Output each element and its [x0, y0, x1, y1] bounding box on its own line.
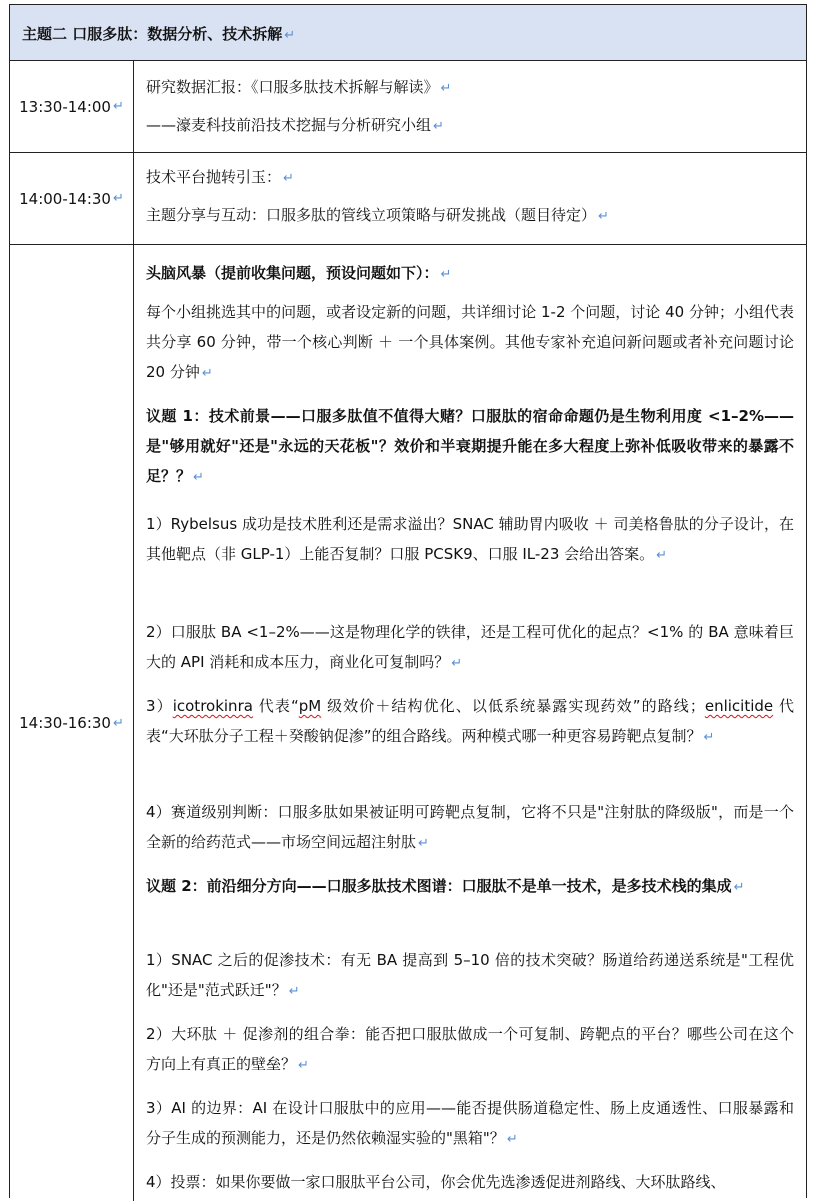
topic-1-title: 议题 1：技术前景——口服多肽值不值得大赌？口服肽的宿命命题仍是生物利用度 <1–2%——是"够用就好"还是"永远的天花板"？效价和半衰期提升能在多大程度上弥补低吸收带来的暴露不足？？ ↵ — [146, 407, 794, 485]
topic-sharing: 主题分享与互动：口服多肽的管线立项策略与研发挑战（题目待定） ↵ — [146, 206, 609, 224]
time-cell: 14:00-14:30 ↵ — [10, 153, 134, 244]
topic-1-question-3: 3）icotrokinra 代表“pM 级效价＋结构优化、以低系统暴露实现药效”的路线；enlicitide 代表“大环肽分子工程＋癸酸钠促渗”的组合路线。两种模式哪一种更容易跨靶点复制？ ↵ — [146, 697, 794, 745]
return-mark-icon: ↵ — [506, 1132, 518, 1147]
unit-pm: pM — [298, 697, 322, 715]
time-cell: 14:30-16:30 ↵ — [10, 245, 134, 1201]
topic-2-title: 议题 2：前沿细分方向——口服多肽技术图谱：口服肽不是单一技术，是多技术栈的集成 ↵ — [146, 877, 745, 895]
return-mark-icon: ↵ — [283, 171, 294, 186]
platform-intro: 技术平台抛转引玉： ↵ — [146, 168, 294, 186]
topic-1-question-4: 4）赛道级别判断：口服多肽如果被证明可跨靶点复制，它将不只是"注射肽的降级版"，而是一个全新的给药范式——市场空间远超注射肽 ↵ — [146, 803, 794, 851]
return-mark-icon: ↵ — [193, 470, 204, 485]
drug-name-icotrokinra: icotrokinra — [172, 697, 253, 715]
section-title: 主题二 口服多肽：数据分析、技术拆解 ↵ — [22, 25, 296, 43]
drug-name-enlicitide: enlicitide — [704, 697, 774, 715]
return-mark-icon: ↵ — [598, 209, 609, 224]
return-mark-icon: ↵ — [451, 656, 463, 671]
time-cell: 13:30-14:00 ↵ — [10, 61, 134, 152]
topic-2-question-2: 2）大环肽 ＋ 促渗剂的组合拳：能否把口服肽做成一个可复制、跨靶点的平台？哪些公司在这个方向上有真正的壁垒？ ↵ — [146, 1025, 794, 1073]
return-mark-icon: ↵ — [112, 715, 124, 731]
return-mark-icon: ↵ — [201, 366, 213, 381]
return-mark-icon: ↵ — [112, 99, 124, 114]
return-mark-icon: ↵ — [440, 81, 452, 96]
return-mark-icon: ↵ — [440, 267, 452, 282]
return-mark-icon: ↵ — [703, 730, 715, 745]
return-mark-icon: ↵ — [433, 119, 444, 134]
agenda-row-3 — [10, 245, 806, 1201]
topic-2-question-1: 1）SNAC 之后的促渗技术：有无 BA 提高到 5–10 倍的技术突破？肠道给药递送系统是"工程优化"还是"范式跃迁"？ ↵ — [146, 951, 794, 999]
report-title: 研究数据汇报：《口服多肽技术拆解与解读》 ↵ — [146, 78, 452, 96]
return-mark-icon: ↵ — [284, 28, 296, 43]
topic-2-question-3: 3）AI 的边界：AI 在设计口服肽中的应用——能否提供肠道稳定性、肠上皮通透性、口服暴露和分子生成的预测能力，还是仍然依赖湿实验的"黑箱"？ ↵ — [146, 1099, 794, 1147]
return-mark-icon: ↵ — [656, 548, 668, 563]
return-mark-icon: ↵ — [288, 984, 300, 999]
brainstorm-heading: 头脑风暴（提前收集问题，预设问题如下）： ↵ — [146, 264, 452, 282]
table-header — [10, 5, 806, 61]
topic-1-question-1: 1）Rybelsus 成功是技术胜利还是需求溢出？SNAC 辅助胃内吸收 ＋ 司美格鲁肽的分子设计，在其他靶点（非 GLP-1）上能否复制？口服 PCSK9、口服 IL-23 会给出答案。 ↵ — [146, 515, 794, 563]
return-mark-icon: ↵ — [298, 1058, 309, 1073]
agenda-row-2 — [10, 153, 806, 245]
agenda-row-1 — [10, 61, 806, 153]
return-mark-icon: ↵ — [418, 836, 429, 851]
return-mark-icon: ↵ — [112, 191, 124, 206]
topic-1-question-2: 2）口服肽 BA <1–2%——这是物理化学的铁律，还是工程可优化的起点？<1% 的 BA 意味着巨大的 API 消耗和成本压力，商业化可复制吗？ ↵ — [146, 623, 794, 671]
agenda-table — [9, 4, 807, 1198]
topic-2-question-4: 4）投票：如果你要做一家口服肽平台公司，你会优先选渗透促进剂路线、大环肽路线、 — [146, 1173, 726, 1191]
report-team: ——濠麦科技前沿技术挖掘与分析研究小组 ↵ — [146, 116, 444, 134]
return-mark-icon: ↵ — [733, 880, 745, 895]
discussion-rules: 每个小组挑选其中的问题，或者设定新的问题，共详细讨论 1-2 个问题，讨论 40 分钟；小组代表共分享 60 分钟，带一个核心判断 ＋ 一个具体案例。其他专家补充追问新问题或者补充问题讨论 20 分钟 ↵ — [146, 303, 794, 381]
